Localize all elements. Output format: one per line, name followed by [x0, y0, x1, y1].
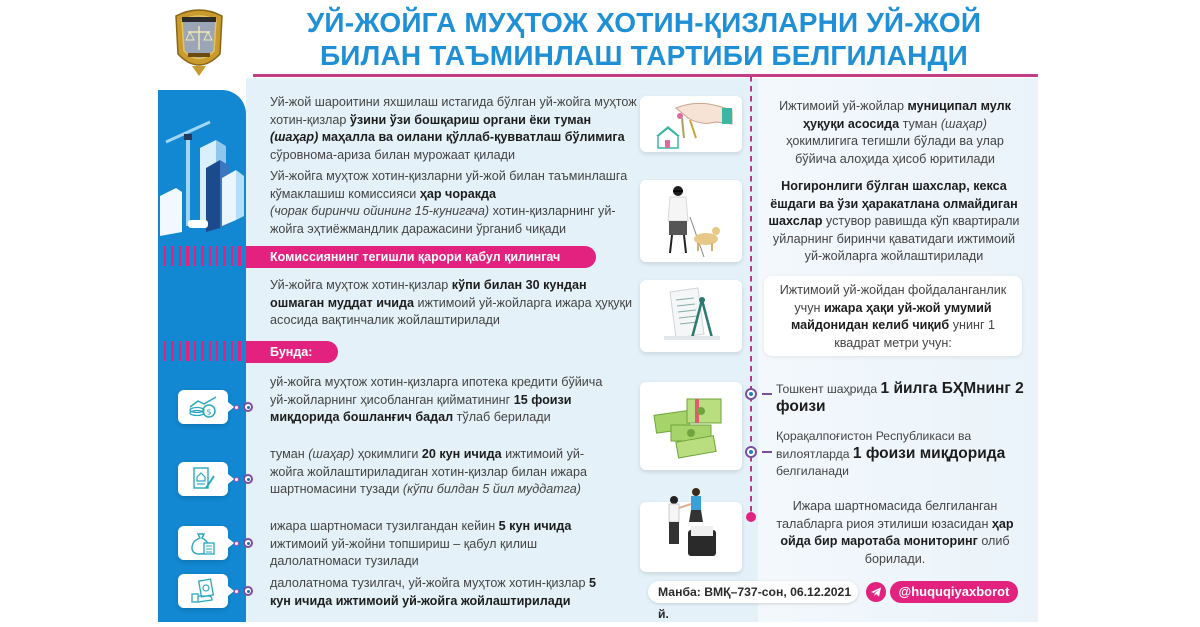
connector-dots: [234, 474, 256, 484]
handshake-business-icon: [656, 486, 726, 566]
blueprint-compass-icon: [656, 286, 726, 346]
keys-house-icon: [646, 98, 736, 150]
step-icon-card: [178, 462, 228, 496]
header: [158, 0, 1038, 76]
step-icon-card: [178, 526, 228, 560]
step-text-3: ижара шартномаси тузилгандан кейин 5 кун ичида ижтимоий уй-жойни топшириш – қабул қилиш далолатномаси тузилади: [270, 519, 572, 568]
stripes-decoration: [164, 341, 248, 361]
illustration-card: [640, 180, 742, 262]
rate-regions: Қорақалпоғистон Республикаси ва вилоятларда 1 фоизи миқдорида белгиланади: [776, 429, 1006, 478]
section-pill-commission-decision: Комиссиянинг тегишли қарори қабул қилингач: [246, 246, 596, 268]
money-growth-icon: [186, 395, 220, 419]
cash-stacks-icon: [651, 391, 731, 461]
svg-text:$: $: [206, 407, 212, 417]
timeline-dash: [762, 393, 772, 395]
cash-hand-icon: [188, 578, 218, 604]
page-title: [254, 6, 1034, 72]
justice-emblem-icon: [170, 6, 228, 78]
title-line-2: БИЛАН ТАЪМИНЛАШ ТАРТИБИ БЕЛГИЛАНДИ: [319, 40, 968, 71]
timeline-end-dot: [746, 512, 756, 522]
rate-tashkent: Тошкент шаҳрида 1 йилга БҲМнинг 2 фоизи: [776, 380, 1024, 415]
right-text-priority: Ногиронлиги бўлган шахслар, кекса ёшдаги ва ўзи ҳаракатлана олмайдиган шахслар устувор равишда кўп квартирали уйларнинг биринчи қаватидаги ижтимоий уй-жойларга жойлаштирилади: [768, 179, 1020, 263]
step-text-1: уй-жойга муҳтож хотин-қизларга ипотека кредити бўйича уй-жойларнинг ҳисобланган қийматининг 15 фоизи миқдорида бошланғич бадал тўлаб берилади: [270, 375, 603, 424]
city-construction-icon: [160, 108, 246, 238]
right-text-monitoring: Ижара шартномасида белгиланган талабларга риоя этилиши юзасидан ҳар ойда бир маротаба мониторинг олиб борилади.: [776, 499, 1014, 566]
telegram-handle-link[interactable]: @huquqiyaxborot: [890, 581, 1018, 603]
paragraph-temporary-housing: Уй-жойга муҳтож хотин-қизлар кўпи билан 30 кундан ошмаган муддат ичида ижтимоий уй-жойларга ижара ҳуқуқи асосида вақтинчалик жойлаштирилади: [270, 278, 633, 327]
contract-sign-icon: [188, 466, 218, 492]
paragraph-commission: Уй-жойга муҳтож хотин-қизларни уй-жой билан таъминлашга кўмаклашиш комиссияси ҳар чоракда (чорак биринчи ойининг 15-кунигача) хотин-қизларнинг уй-жойга эҳтиёжмандлик даражасини ўрганиб чиқади: [270, 169, 628, 236]
right-text-municipal: Ижтимоий уй-жойлар муниципал мулк ҳуқуқи асосида туман (шаҳар) ҳокимлигига тегишли бўлади ва улар бўйича алоҳида ҳисоб юритилади: [779, 99, 1011, 166]
timeline-node: [745, 388, 757, 400]
timeline-dash: [762, 451, 772, 453]
illustration-card: [640, 96, 742, 152]
step-text-4: далолатнома тузилгач, уй-жойга муҳтож хотин-қизлар 5 кун ичида ижтимоий уй-жойга жойлаштирилади: [270, 576, 596, 608]
title-line-1: УЙ-ЖОЙГА МУҲТОЖ ХОТИН-ҚИЗЛАРНИ УЙ-ЖОЙ: [306, 7, 982, 38]
blind-person-guide-dog-icon: [656, 181, 726, 261]
connector-dots: [234, 538, 256, 548]
section-pill-bunda: Бунда:: [246, 341, 338, 363]
illustration-card: [640, 280, 742, 352]
illustration-card: [640, 382, 742, 470]
telegram-icon[interactable]: [866, 582, 886, 602]
step-icon-card: [178, 390, 228, 424]
illustration-card: [640, 502, 742, 572]
infographic-poster: [158, 0, 1038, 622]
connector-dots: [234, 586, 256, 596]
right-text-rent: Ижтимоий уй-жойдан фойдаланганлик учун ижара ҳақи уй-жой умумий майдонидан келиб чиқиб унинг 1 квадрат метри учун:: [779, 283, 1007, 350]
source-citation: Манба: ВМҚ–737-сон, 06.12.2021 й.: [648, 581, 858, 603]
step-text-2: туман (шаҳар) ҳокимлиги 20 кун ичида ижтимоий уй-жойга жойлаштириладиган хотин-қизлар билан ижара шартномасини тузади (кўпи билдан 5 йил муддатга): [270, 447, 587, 496]
step-icon-card: [178, 574, 228, 608]
stripes-decoration: [164, 246, 248, 266]
connector-dots: [234, 402, 256, 412]
money-bag-calculator-icon: [188, 530, 218, 556]
title-divider: [253, 74, 1038, 77]
timeline-node: [745, 446, 757, 458]
paragraph-application: Уй-жой шароитини яхшилаш истагида бўлган уй-жойга муҳтож хотин-қизлар ўзини ўзи бошқариш органи ёки туман (шаҳар) маҳалла ва оилани қўллаб-қувватлаш бўлимига сўровнома-ариза билан мурожаат қилади: [270, 95, 637, 162]
